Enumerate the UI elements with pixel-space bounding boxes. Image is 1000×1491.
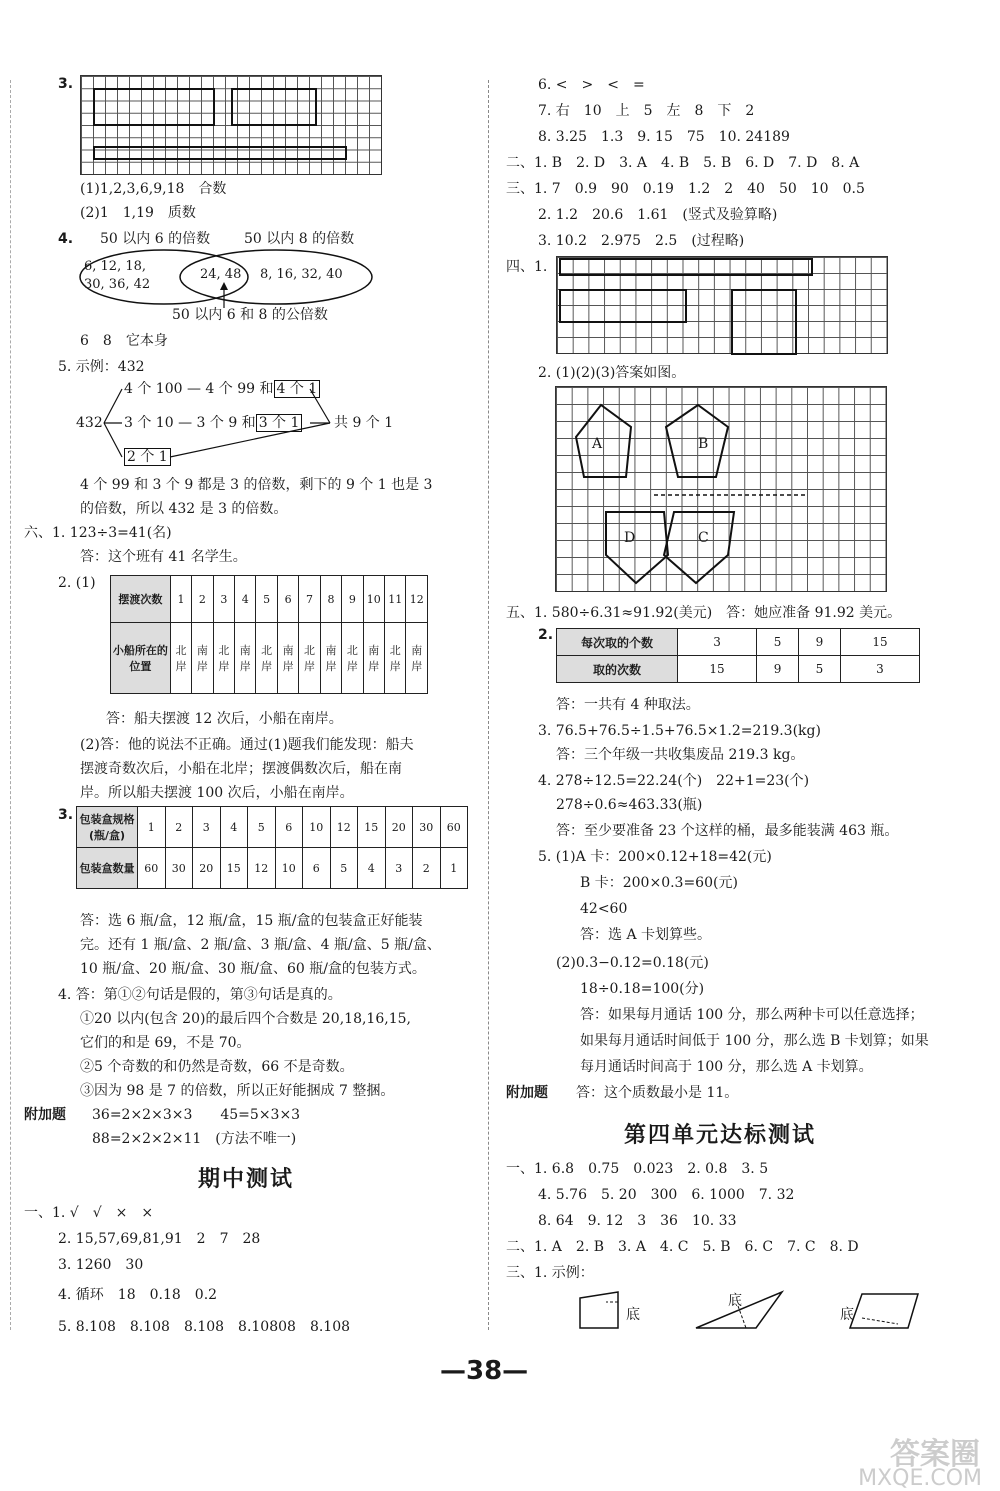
package-val: 30 xyxy=(165,848,193,889)
package-header-spec: 包装盒规格(瓶/盒) xyxy=(77,807,138,848)
ferry-col: 2 xyxy=(192,576,213,623)
shape-b-label: B xyxy=(698,436,709,452)
grid-rect-1 xyxy=(93,88,215,126)
u-s3: 三、1. 示例： xyxy=(506,1265,594,1281)
ferry-col: 8 xyxy=(320,576,341,623)
tree-box-2: 3 个 1 xyxy=(256,414,303,432)
margin-line xyxy=(10,80,11,1330)
s6-q4: 4. 答：第①②句话是假的，第③句话是真的。 xyxy=(58,987,342,1003)
bonus-label-right: 附加题 xyxy=(506,1085,548,1101)
take-table xyxy=(556,628,920,683)
r-s5-5: 5. (1)A 卡：200×0.12+18=42(元) xyxy=(538,849,772,865)
take-header-times: 取的次数 xyxy=(557,656,678,683)
shape-d-label: D xyxy=(624,530,636,546)
package-val: 3 xyxy=(385,848,413,889)
package-col: 6 xyxy=(275,807,303,848)
tree-branch-3 xyxy=(124,448,171,466)
u-q4: 4. 5.76 5. 20 300 6. 1000 7. 32 xyxy=(538,1187,795,1203)
q4-answer: 6 8 它本身 xyxy=(80,333,168,349)
column-divider xyxy=(488,80,489,1330)
r-s5-3-answer: 答：三个年级一共收集废品 219.3 kg。 xyxy=(556,747,805,763)
s6-q1: 六、1. 123÷3=41(名) xyxy=(24,525,172,541)
ferry-val: 南岸 xyxy=(192,623,213,694)
package-col: 2 xyxy=(165,807,193,848)
q3-answer-1: (1)1,2,3,6,9,18 合数 xyxy=(80,181,227,197)
take-cell: 3 xyxy=(678,629,757,656)
ferry-col: 12 xyxy=(406,576,428,623)
take-row-2 xyxy=(557,656,920,683)
q5-explain-2: 的倍数，所以 432 是 3 的倍数。 xyxy=(80,501,288,517)
ferry-val: 北岸 xyxy=(213,623,234,694)
s6-q3-answer-1: 答：选 6 瓶/盒，12 瓶/盒，15 瓶/盒的包装盒正好能装 xyxy=(80,913,423,929)
r-q8: 8. 3.25 1.3 9. 15 75 10. 24189 xyxy=(538,129,790,145)
r-s5-5-p2: (2)0.3−0.12=0.18(元) xyxy=(556,955,709,971)
r-s5-3: 3. 76.5+76.5÷1.5+76.5×1.2=219.3(kg) xyxy=(538,723,821,739)
package-col: 10 xyxy=(303,807,331,848)
r-s5-5-b: B 卡：200×0.3=60(元) xyxy=(580,875,738,891)
r-s5-2-label: 2. xyxy=(538,627,554,643)
r-s5-4b: 278÷0.6≈463.33(瓶) xyxy=(556,797,703,813)
tree-box-3: 2 个 1 xyxy=(124,448,171,466)
page-number: —38— xyxy=(440,1356,529,1386)
ferry-col: 10 xyxy=(363,576,384,623)
ferry-col: 6 xyxy=(277,576,298,623)
mid-q3: 3. 1260 30 xyxy=(58,1257,144,1273)
package-row-spec xyxy=(77,807,468,848)
q3-grid xyxy=(80,75,382,175)
s6-q2-p2-1: (2)答：他的说法不正确。通过(1)题我们能发现：船夫 xyxy=(80,737,414,753)
mid-q2: 2. 15,57,69,81,91 2 7 28 xyxy=(58,1231,261,1247)
venn-right: 8, 16, 32, 40 xyxy=(260,267,343,282)
mid-q5: 5. 8.108 8.108 8.108 8.10808 8.108 xyxy=(58,1319,351,1335)
rect-grid-long xyxy=(559,258,813,276)
s6-q1-answer: 答：这个班有 41 名学生。 xyxy=(80,549,247,565)
tree-branch-1-text: 4 个 100 — 4 个 99 和 xyxy=(124,381,274,397)
ferry-header-count: 摆渡次数 xyxy=(111,576,171,623)
watermark-url: MXQE.COM xyxy=(858,1466,982,1491)
ferry-val: 南岸 xyxy=(320,623,341,694)
s6-q4-1b: 它们的和是 69，不是 70。 xyxy=(80,1035,251,1051)
ferry-row-position xyxy=(111,623,428,694)
midterm-title: 期中测试 xyxy=(198,1167,295,1192)
package-val: 5 xyxy=(330,848,358,889)
s6-q4-3: ③因为 98 是 7 的倍数，所以正好能捆成 7 整捆。 xyxy=(80,1083,395,1099)
tree-branch-2 xyxy=(124,414,302,432)
package-val: 12 xyxy=(248,848,276,889)
package-val: 60 xyxy=(138,848,166,889)
watermark-logo: 答案圈 xyxy=(890,1437,980,1472)
package-val: 20 xyxy=(193,848,221,889)
package-val: 6 xyxy=(303,848,331,889)
rect-grid-square xyxy=(731,289,797,355)
take-cell: 9 xyxy=(798,629,840,656)
ferry-col: 4 xyxy=(235,576,256,623)
r-q6: 6. < > < = xyxy=(538,77,645,93)
bonus-left-1: 36=2×2×3×3 45=5×3×3 xyxy=(92,1107,301,1123)
base-label-2: 底 xyxy=(728,1293,742,1309)
s6-q2-label: 2. (1) xyxy=(58,575,96,591)
base-label-1: 底 xyxy=(626,1307,640,1323)
ferry-val: 北岸 xyxy=(299,623,320,694)
q3-answer-2: (2)1 1,19 质数 xyxy=(80,205,196,221)
ferry-header-position: 小船所在的位置 xyxy=(111,623,171,694)
venn-left-2: 30, 36, 42 xyxy=(84,277,151,292)
tree-total: 共 9 个 1 xyxy=(334,415,394,431)
r-s3-3: 3. 10.2 2.975 2.5 (过程略) xyxy=(538,233,745,249)
ferry-col: 1 xyxy=(170,576,191,623)
take-row-1 xyxy=(557,629,920,656)
pentagon-shapes xyxy=(556,387,886,591)
q5-example: 5. 示例：432 xyxy=(58,359,145,375)
package-col: 4 xyxy=(220,807,248,848)
u-s2: 二、1. A 2. B 3. A 4. C 5. B 6. C 7. C 8. D xyxy=(506,1239,859,1255)
package-val: 4 xyxy=(358,848,386,889)
ferry-table xyxy=(110,575,428,694)
s6-q4-1a: ①20 以内(包含 20)的最后四个合数是 20,18,16,15, xyxy=(80,1011,411,1027)
package-col: 5 xyxy=(248,807,276,848)
s6-q3-answer-2: 完。还有 1 瓶/盒、2 瓶/盒、3 瓶/盒、4 瓶/盒、5 瓶/盒、 xyxy=(80,937,441,953)
ferry-val: 北岸 xyxy=(170,623,191,694)
r-s5-5-ans1: 答：选 A 卡划算些。 xyxy=(580,927,712,943)
r-s5-4-answer: 答：至少要准备 23 个这样的桶，最多能装满 463 瓶。 xyxy=(556,823,899,839)
ferry-val: 北岸 xyxy=(385,623,406,694)
r-s3-1: 三、1. 7 0.9 90 0.19 1.2 2 40 50 10 0.5 xyxy=(506,181,865,197)
package-val: 10 xyxy=(275,848,303,889)
q5-explain-1: 4 个 99 和 3 个 9 都是 3 的倍数，剩下的 9 个 1 也是 3 xyxy=(80,477,433,493)
take-header-each: 每次取的个数 xyxy=(557,629,678,656)
u-q8: 8. 64 9. 12 3 36 10. 33 xyxy=(538,1213,737,1229)
venn-label-6: 50 以内 6 的倍数 xyxy=(100,231,211,247)
package-col: 1 xyxy=(138,807,166,848)
package-col: 30 xyxy=(413,807,441,848)
s6-q2-answer: 答：船夫摆渡 12 次后，小船在南岸。 xyxy=(106,711,343,727)
ferry-col: 3 xyxy=(213,576,234,623)
rect-grid-mid xyxy=(559,289,687,323)
package-col: 20 xyxy=(385,807,413,848)
rect-grid xyxy=(556,256,888,354)
tree-branch-1 xyxy=(124,380,320,398)
bonus-label-left: 附加题 xyxy=(24,1107,66,1123)
r-q7: 7. 右 10 上 5 左 8 下 2 xyxy=(538,103,755,119)
ferry-col: 5 xyxy=(256,576,277,623)
ferry-col: 7 xyxy=(299,576,320,623)
ferry-col: 11 xyxy=(385,576,406,623)
mid-q1: 一、1. √ √ × × xyxy=(24,1205,154,1221)
q4-label: 4. xyxy=(58,231,74,247)
base-label-3: 底 xyxy=(840,1307,854,1323)
r-s5-5-ans2-3: 每月通话时间高于 100 分，那么选 A 卡划算。 xyxy=(580,1059,873,1075)
ferry-val: 北岸 xyxy=(342,623,363,694)
venn-middle: 24, 48 xyxy=(200,267,242,282)
r-s5-5-p2b: 18÷0.18=100(分) xyxy=(580,981,705,997)
r-s5-5-cmp: 42<60 xyxy=(580,901,628,917)
package-col: 60 xyxy=(440,807,468,848)
bonus-right: 答：这个质数最小是 11。 xyxy=(576,1085,739,1101)
r-s2: 二、1. B 2. D 3. A 4. B 5. B 6. D 7. D 8. A xyxy=(506,155,860,171)
r-s5-5-ans2-1: 答：如果每月通话 100 分，那么两种卡可以任意选择； xyxy=(580,1007,924,1023)
take-cell: 5 xyxy=(757,629,799,656)
ferry-val: 南岸 xyxy=(363,623,384,694)
pentagon-grid xyxy=(555,386,887,592)
s6-q3-label: 3. xyxy=(58,807,74,823)
r-s3-2: 2. 1.2 20.6 1.61 (竖式及验算略) xyxy=(538,207,778,223)
ferry-val: 北岸 xyxy=(256,623,277,694)
package-row-count xyxy=(77,848,468,889)
shape-a-label: A xyxy=(592,436,603,452)
take-cell: 15 xyxy=(678,656,757,683)
ferry-val: 南岸 xyxy=(277,623,298,694)
package-header-count: 包装盒数量 xyxy=(77,848,138,889)
bonus-left-2: 88=2×2×2×11 (方法不唯一) xyxy=(92,1131,297,1147)
venn-label-8: 50 以内 8 的倍数 xyxy=(244,231,355,247)
s6-q2-p2-2: 摆渡奇数次后，小船在北岸；摆渡偶数次后，船在南 xyxy=(80,761,402,777)
take-cell: 9 xyxy=(757,656,799,683)
ferry-col: 9 xyxy=(342,576,363,623)
ferry-row-count xyxy=(111,576,428,623)
take-cell: 15 xyxy=(840,629,919,656)
package-val: 2 xyxy=(413,848,441,889)
tree-root: 432 xyxy=(76,415,103,431)
package-table xyxy=(76,806,468,889)
tree-box-1: 4 个 1 xyxy=(274,380,321,398)
r-s5-4: 4. 278÷12.5=22.24(个) 22+1=23(个) xyxy=(538,773,810,789)
package-val: 15 xyxy=(220,848,248,889)
r-s4-2: 2. (1)(2)(3)答案如图。 xyxy=(538,365,686,381)
package-col: 15 xyxy=(358,807,386,848)
grid-rect-2 xyxy=(231,88,317,126)
r-s5-2-answer: 答：一共有 4 种取法。 xyxy=(556,697,700,713)
unit4-title: 第四单元达标测试 xyxy=(624,1123,817,1148)
venn-caption: 50 以内 6 和 8 的公倍数 xyxy=(172,307,328,323)
shape-c-label: C xyxy=(698,530,709,546)
venn-left-1: 6, 12, 18, xyxy=(84,259,147,274)
r-s5-1: 五、1. 580÷6.31≈91.92(美元) 答：她应准备 91.92 美元。 xyxy=(506,605,902,621)
q3-label: 3. xyxy=(58,76,74,92)
r-s4-1: 四、1. xyxy=(506,259,548,275)
u-q1: 一、1. 6.8 0.75 0.023 2. 0.8 3. 5 xyxy=(506,1161,769,1177)
tree-branch-2-text: 3 个 10 — 3 个 9 和 xyxy=(124,415,256,431)
package-col: 3 xyxy=(193,807,221,848)
grid-rect-3 xyxy=(93,146,347,160)
ferry-val: 南岸 xyxy=(406,623,428,694)
s6-q4-2: ②5 个奇数的和仍然是奇数，66 不是奇数。 xyxy=(80,1059,354,1075)
r-s5-5-ans2-2: 如果每月通话时间低于 100 分，那么选 B 卡划算；如果 xyxy=(580,1033,929,1049)
ferry-val: 南岸 xyxy=(235,623,256,694)
take-cell: 3 xyxy=(840,656,919,683)
take-cell: 5 xyxy=(798,656,840,683)
mid-q4: 4. 循环 18 0.18 0.2 xyxy=(58,1287,218,1303)
s6-q3-answer-3: 10 瓶/盒、20 瓶/盒、30 瓶/盒、60 瓶/盒的包装方式。 xyxy=(80,961,426,977)
s6-q2-p2-3: 岸。所以船夫摆渡 100 次后，小船在南岸。 xyxy=(80,785,354,801)
package-col: 12 xyxy=(330,807,358,848)
package-val: 1 xyxy=(440,848,468,889)
